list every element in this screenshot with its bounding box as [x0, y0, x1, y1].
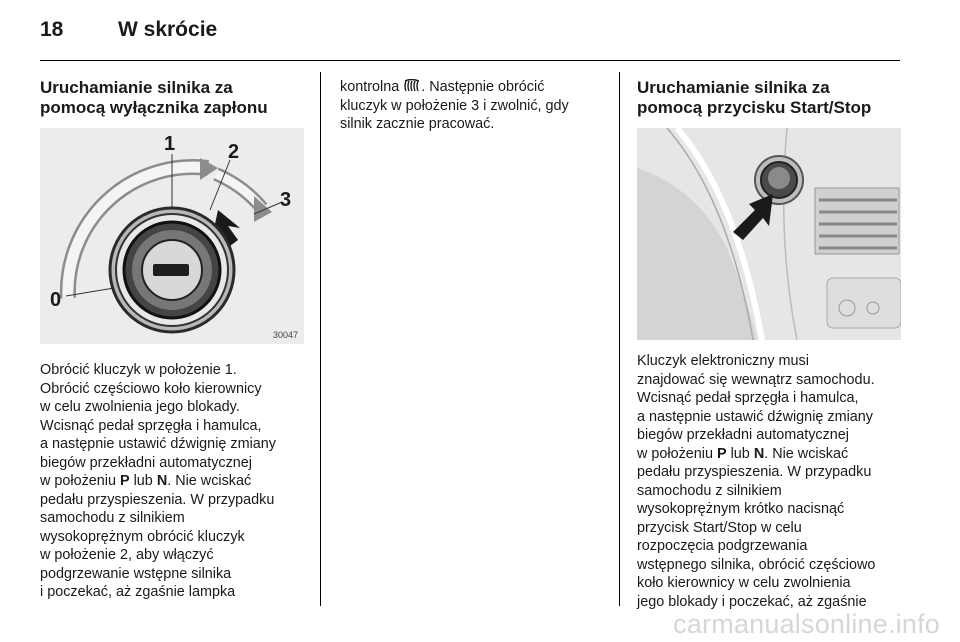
section-heading-start-stop — [637, 78, 871, 118]
text-line: samochodu z silnikiem — [637, 482, 782, 499]
watermark: carmanualsonline.info — [673, 609, 940, 639]
text-line: a następnie ustawić dźwignię zmiany — [637, 408, 873, 425]
text-line: kluczyk w położenie 3 i zwolnić, gdy — [340, 97, 569, 114]
start-stop-button-figure — [637, 128, 901, 340]
text-line: Wcisnąć pedał sprzęgła i hamulca, — [637, 390, 859, 406]
text-line: a następnie ustawić dźwignię zmiany — [40, 436, 276, 452]
text-line: biegów przekładni automatycznej — [637, 427, 849, 443]
figure-code: 30047 — [272, 330, 298, 340]
text-line: jego blokady i poczekać, aż zgaśnie — [637, 593, 867, 610]
ignition-switch-illustration — [40, 128, 304, 344]
text-line: kontrolna . Następnie obrócić — [340, 79, 545, 95]
text-line: koło kierownicy w celu zwolnienia — [637, 575, 851, 591]
text-line: i poczekać, aż zgaśnie lampka — [40, 584, 236, 600]
text-line: biegów przekładni automatycznej — [40, 454, 252, 471]
text-line: wysokoprężnym krótko nacisnąć — [637, 501, 845, 517]
text-line: Wcisnąć pedał sprzęgła i hamulca, — [40, 417, 262, 434]
text-line: Obrócić częściowo koło kierownicy — [40, 380, 262, 397]
text-line: wysokoprężnym obrócić kluczyk — [40, 528, 245, 545]
position-label: 2 — [228, 141, 240, 163]
start-stop-illustration — [637, 128, 901, 340]
text-line: wstępnego silnika, obrócić częściowo — [637, 556, 876, 573]
text-line: pedału przyspieszenia. W przypadku — [637, 464, 872, 480]
text-line: podgrzewanie wstępne silnika — [40, 565, 232, 582]
col3-body — [637, 352, 875, 611]
column-divider — [320, 72, 321, 606]
text-line: rozpoczęcia podgrzewania — [637, 538, 808, 554]
position-label: 0 — [50, 289, 62, 311]
heading-line: pomocą przycisku Start/Stop — [637, 98, 872, 117]
page-number: 18 — [40, 18, 64, 41]
text-line: w położeniu P lub N. Nie wciskać — [40, 473, 252, 489]
ignition-switch-figure — [40, 128, 304, 344]
text-line: przycisk Start/Stop w celu — [637, 519, 802, 536]
text-line: samochodu z silnikiem — [40, 510, 185, 526]
chapter-title: W skrócie — [118, 18, 218, 41]
column-divider — [619, 72, 620, 606]
col2-body — [340, 78, 569, 134]
text-line: Obrócić kluczyk w położenie 1. — [40, 362, 237, 378]
heading-line: Uruchamianie silnika za — [40, 78, 233, 97]
position-label: 1 — [164, 133, 176, 155]
col1-body — [40, 361, 276, 602]
heading-line: pomocą wyłącznika zapłonu — [40, 98, 268, 117]
text-line: znajdować się wewnątrz samochodu. — [637, 371, 875, 388]
section-heading-ignition — [40, 78, 268, 118]
text-line: w położeniu P lub N. Nie wciskać — [637, 445, 849, 462]
header-rule — [40, 60, 900, 61]
text-line: pedału przyspieszenia. W przypadku — [40, 491, 275, 508]
text-line: w położenie 2, aby włączyć — [40, 547, 214, 563]
text-line: silnik zacznie pracować. — [340, 116, 495, 132]
glow-plug-icon — [403, 79, 421, 93]
page-header — [40, 18, 217, 48]
text-line: w celu zwolnienia jego blokady. — [40, 399, 240, 415]
text-line: Kluczyk elektroniczny musi — [637, 353, 809, 369]
heading-line: Uruchamianie silnika za — [637, 78, 830, 97]
position-label: 3 — [280, 189, 292, 211]
